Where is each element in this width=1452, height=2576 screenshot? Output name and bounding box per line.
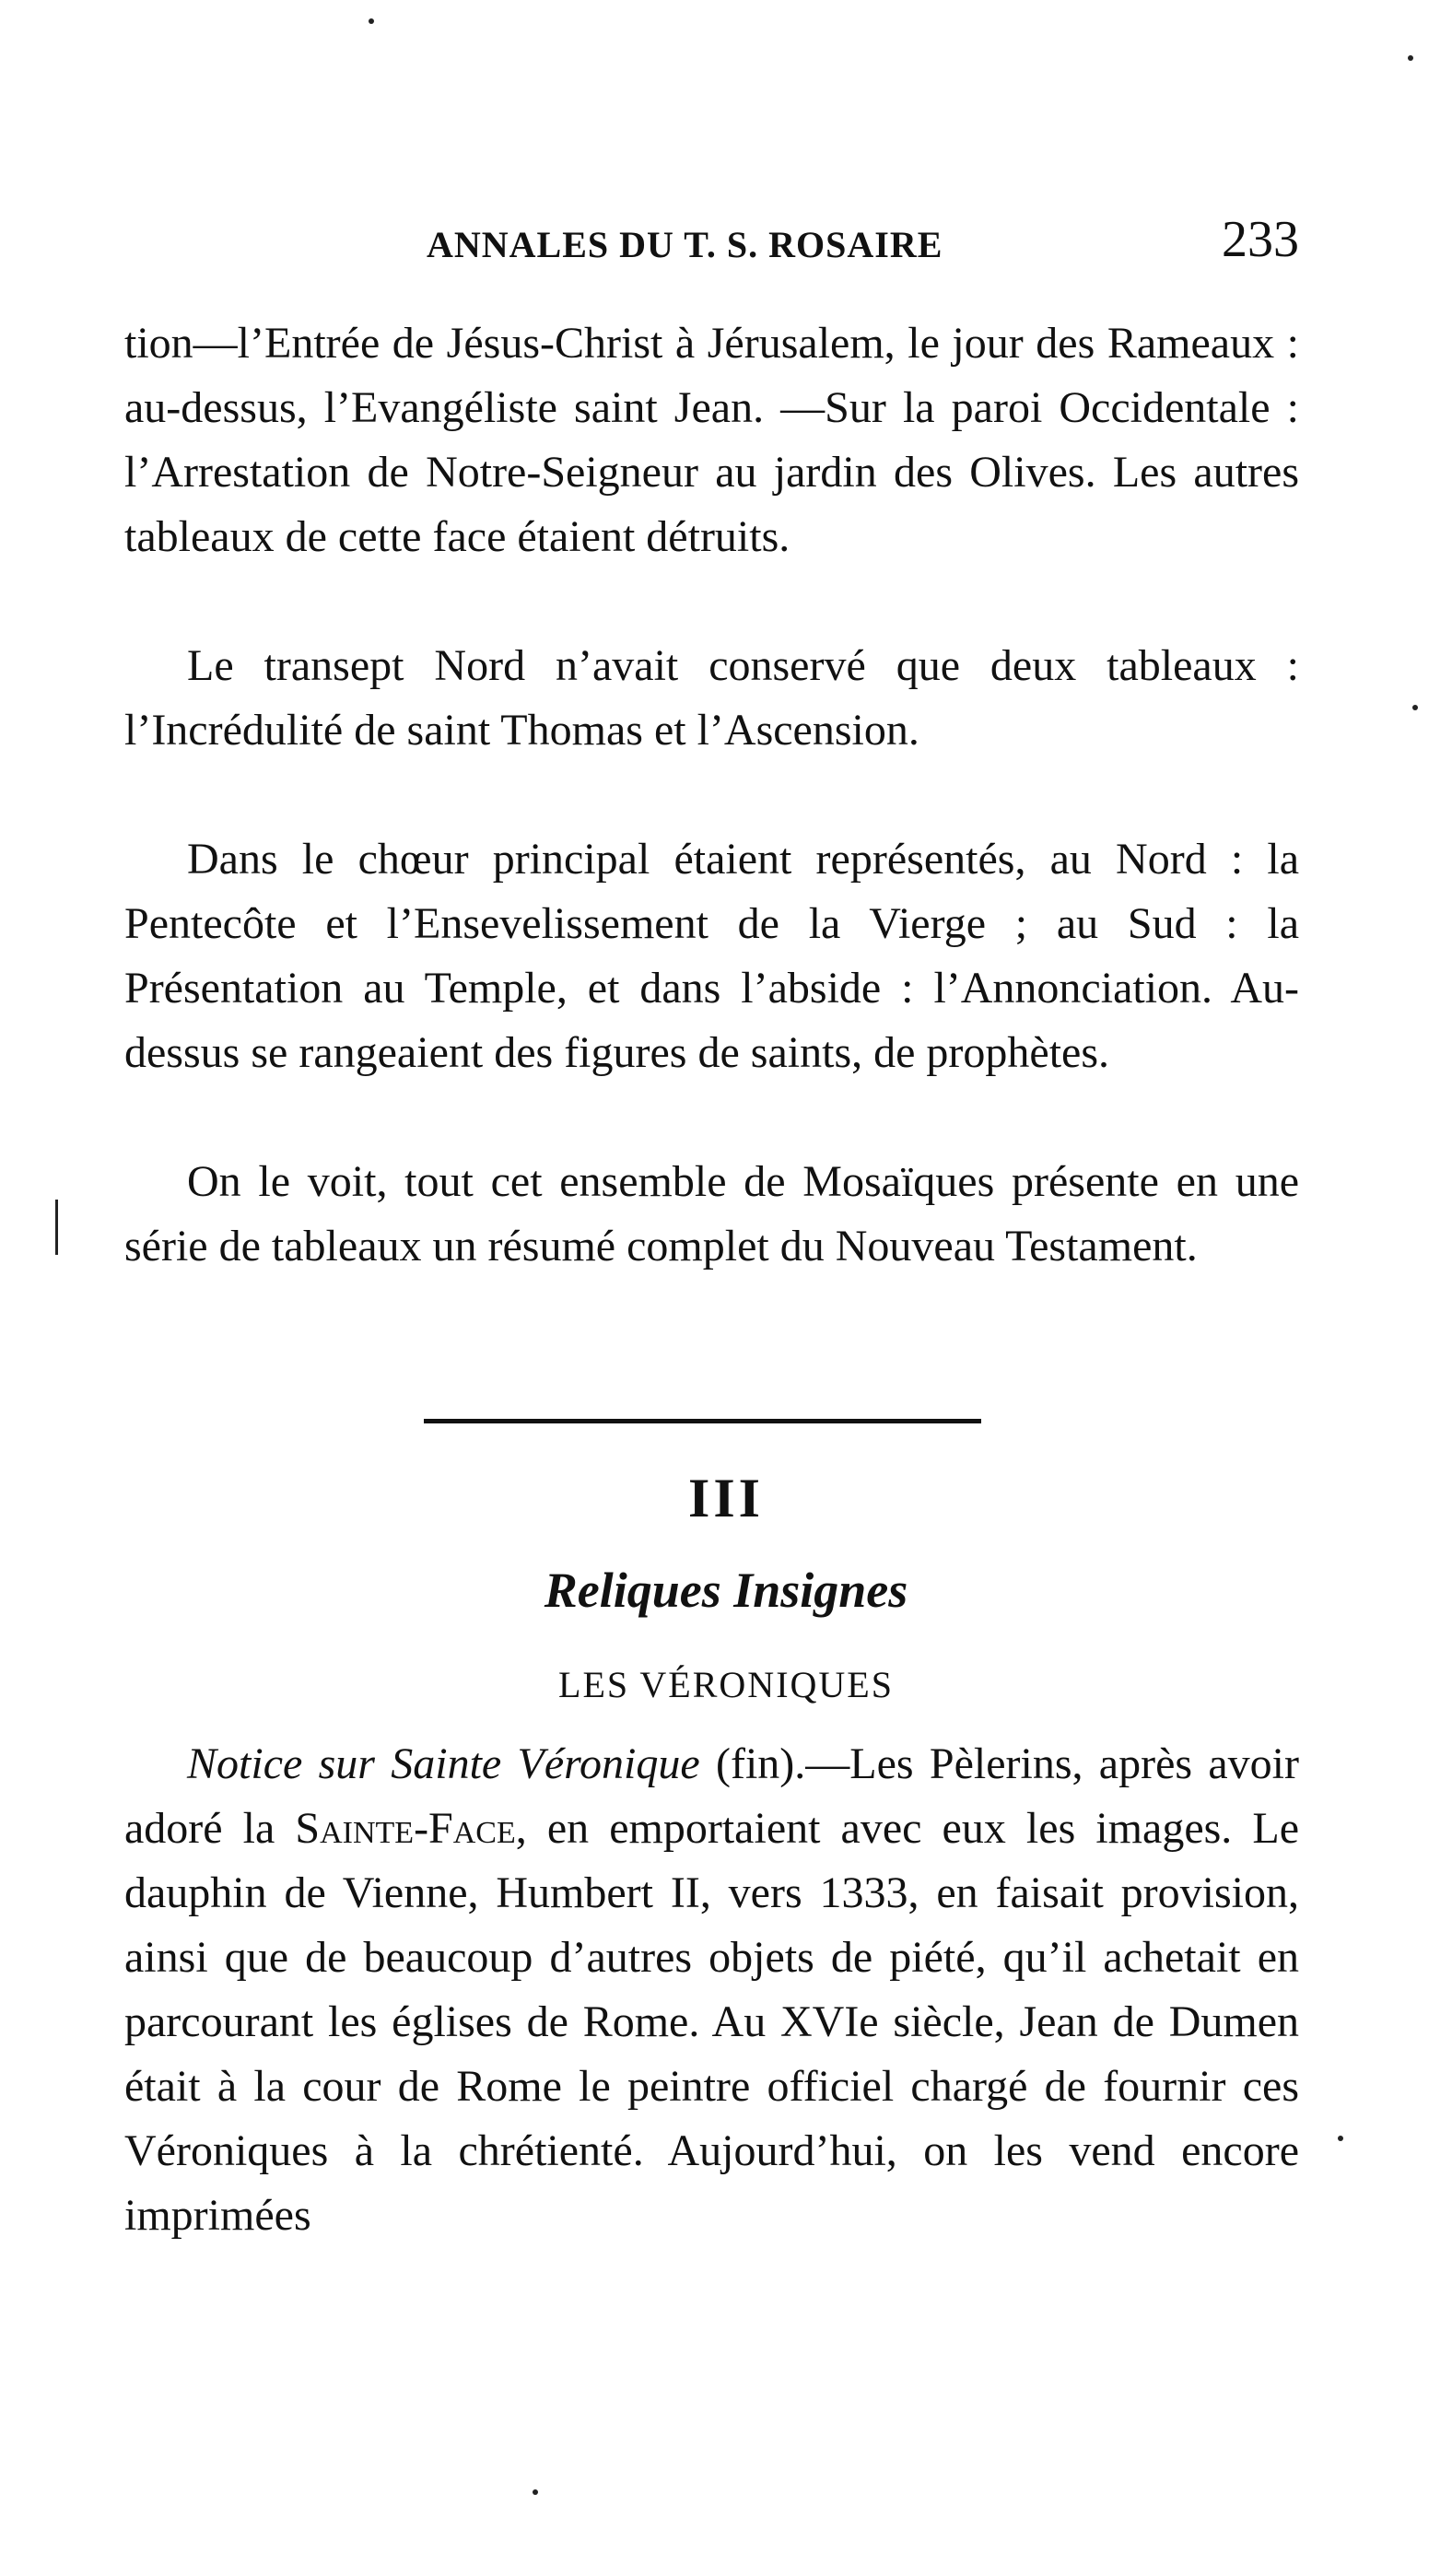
running-title: ANNALES DU T. S. ROSAIRE	[427, 224, 943, 265]
margin-mark	[55, 1200, 58, 1255]
paragraph-main-choir: Dans le chœur principal étaient représentés, au Nord : la Pentecôte et l’Ensevelissement de la Vierge ; au Sud : la Présentation au Temple, et dans l’abside : l’Annonciation. Au-dessus se rangeaient des figures de saints, de prophètes.	[124, 835, 1299, 1077]
ink-speck	[533, 2489, 538, 2495]
section-number: III	[687, 1468, 765, 1528]
ink-speck	[1412, 705, 1418, 710]
ink-speck	[1338, 2136, 1343, 2141]
subsection-title: LES VÉRONIQUES	[558, 1664, 894, 1705]
notice-lead-rest: (fin).—Les Pèlerins, après avoir adoré la	[124, 1739, 1299, 1853]
page-number: 233	[1222, 211, 1299, 268]
paragraph-north-transept: Le transept Nord n’avait conservé que deux tableaux : l’Incrédulité de saint Thomas et l’Ascension.	[124, 641, 1299, 755]
page-header	[124, 210, 1299, 275]
paragraph-summary: On le voit, tout cet ensemble de Mosaïques présente en une série de tableaux un résumé complet du Nouveau Testament.	[124, 1157, 1299, 1270]
notice-lead-italic: Notice sur Sainte Véronique	[187, 1739, 700, 1788]
notice-body: , en emportaient avec eux les images. Le dauphin de Vienne, Humbert II, vers 1333, en faisait provision, ainsi que de beaucoup d’autres objets de piété, qu’il achetait en parcourant les églises de Rome. Au XVIe siècle, Jean de Dumen était à la cour de Rome le peintre officiel chargé de fournir ces Véroniques à la chrétienté. Aujourd’hui, on les vend encore imprimées	[124, 1804, 1300, 2240]
section-divider	[424, 1419, 981, 1423]
ink-speck	[369, 18, 374, 24]
ink-speck	[1408, 55, 1413, 61]
section-title: Reliques Insignes	[544, 1563, 908, 1618]
paragraph-notice-veronica	[124, 1732, 1299, 2248]
paragraph-mosaics-west-wall: tion—l’Entrée de Jésus-Christ à Jérusalem, le jour des Rameaux : au-dessus, l’Evangéliste saint Jean. —Sur la paroi Occidentale : l’Arrestation de Notre-Seigneur au jardin des Olives. Les autres tableaux de cette face étaient détruits.	[124, 319, 1299, 561]
sainte-face-smallcaps: Sainte-Face	[295, 1804, 516, 1853]
